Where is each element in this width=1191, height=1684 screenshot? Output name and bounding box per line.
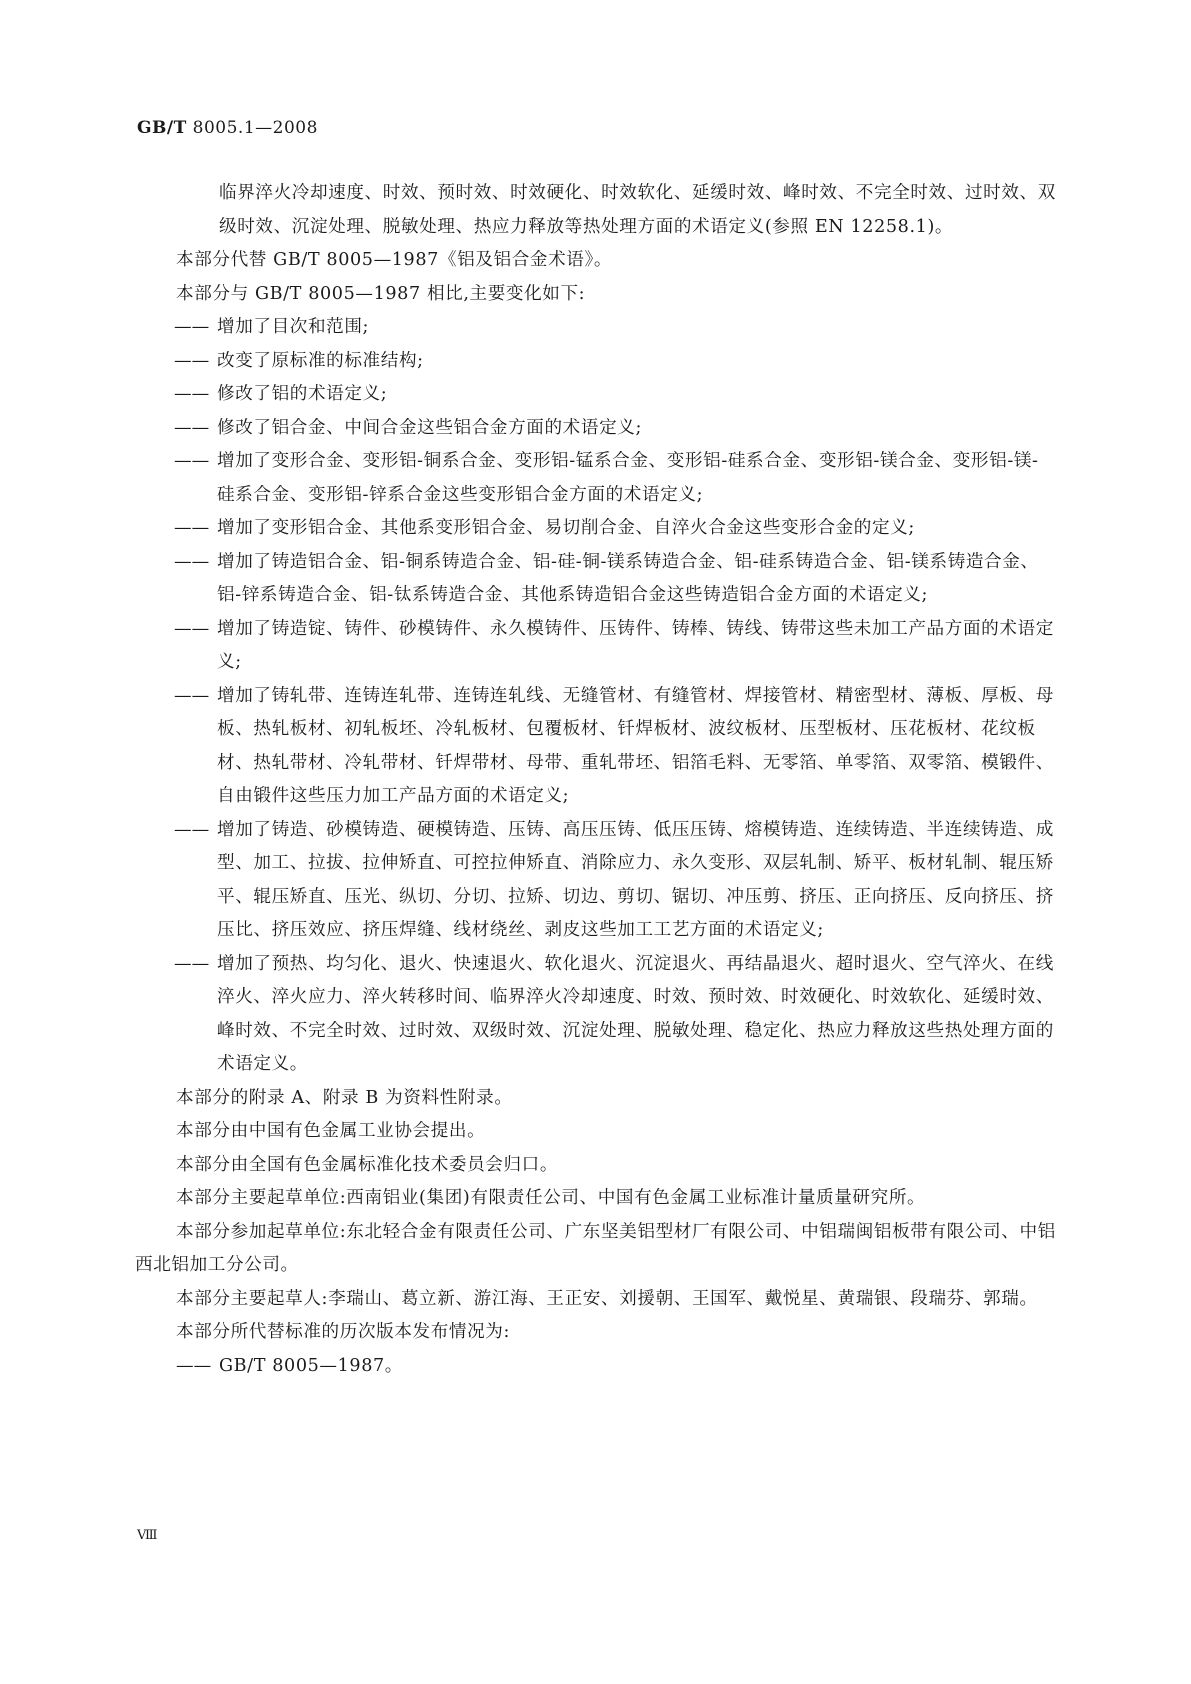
list-item: —— 修改了铝的术语定义; bbox=[174, 378, 1056, 412]
list-item: —— 修改了铝合金、中间合金这些铝合金方面的术语定义; bbox=[174, 412, 1056, 446]
list-item: —— 增加了铸造、砂模铸造、硬模铸造、压铸、高压压铸、低压压铸、熔模铸造、连续铸造、半连续铸造、成型、加工、拉拔、拉伸矫直、可控拉伸矫直、消除应力、永久变形、双层轧制、矫平、板材轧制、辊压矫平、辊压矫直、压光、纵切、分切、拉矫、切边、剪切、锯切、冲压剪、挤压、正向挤压、反向挤压、挤压比、挤压效应、挤压焊缝、线材绕丝、剥皮这些加工工艺方面的术语定义; bbox=[174, 814, 1056, 948]
continuation-text: 临界淬火冷却速度、时效、预时效、时效硬化、时效软化、延缓时效、峰时效、不完全时效、过时效、双级时效、沉淀处理、脱敏处理、热应力释放等热处理方面的术语定义(参照 EN 12258.1)。 bbox=[219, 183, 1056, 237]
page-number: Ⅷ bbox=[137, 1528, 158, 1543]
document-header bbox=[137, 118, 318, 138]
foreword-body bbox=[135, 177, 1056, 1383]
paragraph-annex: 本部分的附录 A、附录 B 为资料性附录。 bbox=[176, 1087, 513, 1108]
dash-mark: —— bbox=[174, 451, 210, 471]
list-item bbox=[176, 1350, 1056, 1384]
dash-mark: —— bbox=[174, 953, 210, 974]
dash-mark: —— bbox=[174, 551, 210, 572]
paragraph-main-drafters-org: 本部分主要起草单位:西南铝业(集团)有限责任公司、中国有色金属工业标准计量质量研究所。 bbox=[176, 1188, 926, 1208]
changes-list bbox=[174, 311, 1056, 1082]
dash-mark: —— bbox=[174, 384, 210, 404]
paragraph-history-intro: 本部分所代替标准的历次版本发布情况为: bbox=[176, 1322, 511, 1342]
paragraph-committee: 本部分由全国有色金属标准化技术委员会归口。 bbox=[176, 1154, 559, 1175]
history-entry: GB/T 8005—1987。 bbox=[219, 1355, 403, 1376]
dash-mark: —— bbox=[174, 618, 210, 639]
dash-mark: —— bbox=[174, 819, 210, 840]
paragraph-participating-org: 本部分参加起草单位:东北轻合金有限责任公司、广东坚美铝型材厂有限公司、中铝瑞闽铝板带有限公司、中铝西北铝加工分公司。 bbox=[135, 1221, 1056, 1275]
paragraph-replaces: 本部分代替 GB/T 8005—1987《铝及铝合金术语》。 bbox=[176, 250, 613, 270]
list-item: —— 增加了变形合金、变形铝-铜系合金、变形铝-锰系合金、变形铝-硅系合金、变形铝-镁合金、变形铝-镁-硅系合金、变形铝-锌系合金这些变形铝合金方面的术语定义; bbox=[174, 445, 1056, 512]
dash-mark: —— bbox=[174, 317, 210, 337]
list-item: —— 改变了原标准的标准结构; bbox=[174, 345, 1056, 379]
list-item: —— 增加了预热、均匀化、退火、快速退火、软化退火、沉淀退火、再结晶退火、超时退火、空气淬火、在线淬火、淬火应力、淬火转移时间、临界淬火冷却速度、时效、预时效、时效硬化、时效软化、延缓时效、峰时效、不完全时效、过时效、双级时效、沉淀处理、脱敏处理、稳定化、热应力释放这些热处理方面的术语定义。 bbox=[174, 948, 1056, 1082]
list-item: —— 增加了变形铝合金、其他系变形铝合金、易切削合金、自淬火合金这些变形合金的定义; bbox=[174, 512, 1056, 546]
dash-mark: —— bbox=[174, 350, 210, 371]
paragraph-drafters: 本部分主要起草人:李瑞山、葛立新、游江海、王正安、刘援朝、王国军、戴悦星、黄瑞银、段瑞芬、郭瑞。 bbox=[176, 1288, 1038, 1309]
standard-number: 8005.1—2008 bbox=[192, 118, 318, 138]
dash-mark: —— bbox=[174, 685, 210, 706]
list-item: —— 增加了目次和范围; bbox=[174, 311, 1056, 345]
list-item: —— 增加了铸造铝合金、铝-铜系铸造合金、铝-硅-铜-镁系铸造合金、铝-硅系铸造合金、铝-镁系铸造合金、铝-锌系铸造合金、铝-钛系铸造合金、其他系铸造铝合金这些铸造铝合金方面的术语定义; bbox=[174, 546, 1056, 613]
paragraph-proposer: 本部分由中国有色金属工业协会提出。 bbox=[176, 1121, 486, 1141]
list-item: —— 增加了铸轧带、连铸连轧带、连铸连轧线、无缝管材、有缝管材、焊接管材、精密型材、薄板、厚板、母板、热轧板材、初轧板坯、冷轧板材、包覆板材、钎焊板材、波纹板材、压型板材、压花板材、花纹板材、热轧带材、冷轧带材、钎焊带材、母带、重轧带坯、铝箔毛料、无零箔、单零箔、双零箔、模锻件、自由锻件这些压力加工产品方面的术语定义; bbox=[174, 680, 1056, 814]
dash-mark: —— bbox=[174, 518, 210, 538]
dash-mark: —— bbox=[176, 1355, 212, 1376]
dash-mark: —— bbox=[174, 417, 210, 438]
paragraph-changes-intro: 本部分与 GB/T 8005—1987 相比,主要变化如下: bbox=[176, 283, 586, 304]
standard-code: GB/T bbox=[137, 118, 187, 138]
list-item: —— 增加了铸造锭、铸件、砂模铸件、永久模铸件、压铸件、铸棒、铸线、铸带这些未加工产品方面的术语定义; bbox=[174, 613, 1056, 680]
